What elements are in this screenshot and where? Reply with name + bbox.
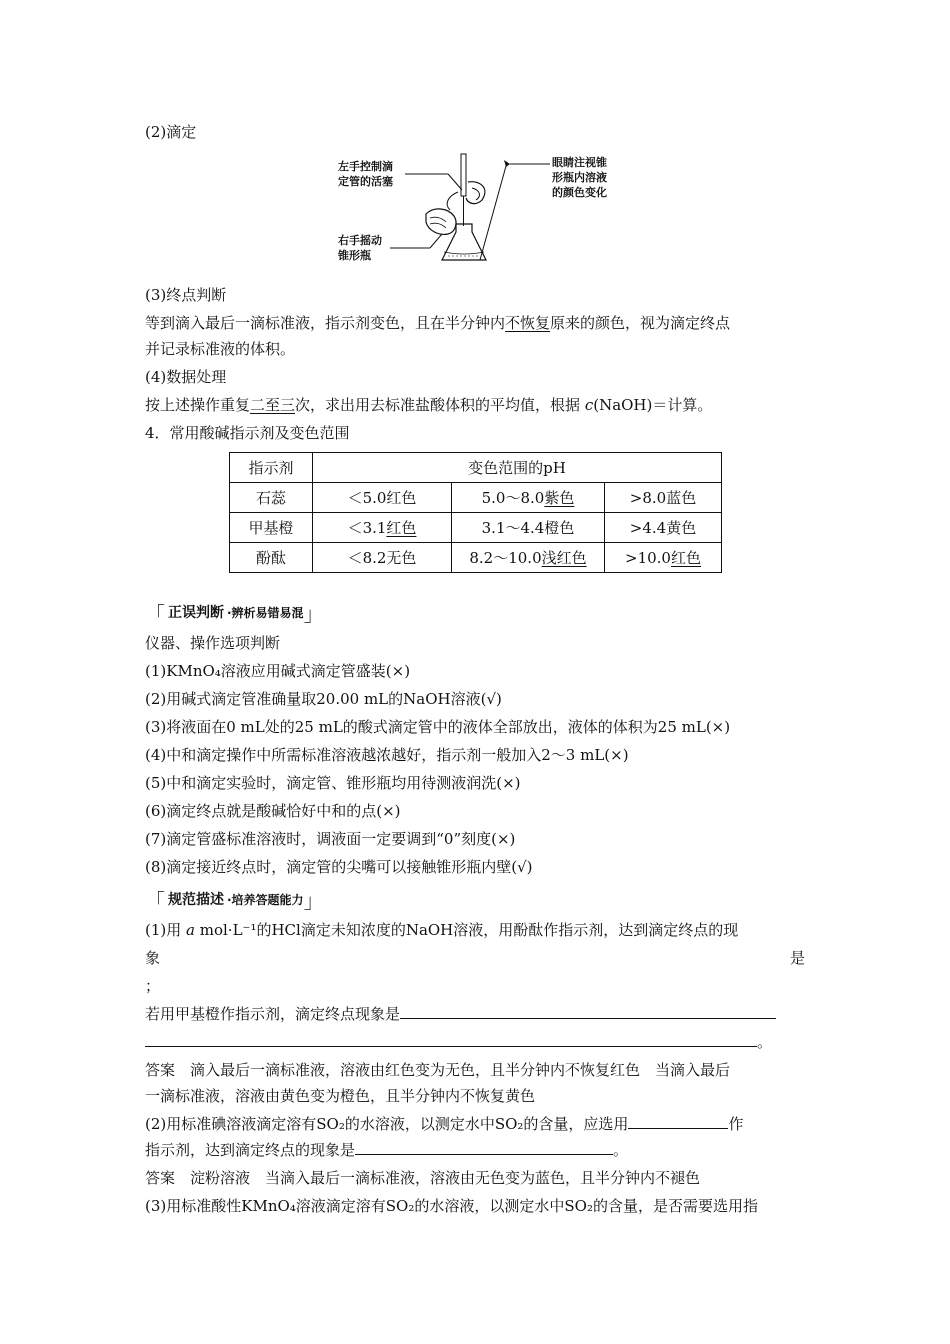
judgement-tag-main: 正误判断 (168, 605, 224, 621)
s3-underlined: 不恢复 (505, 314, 551, 332)
right-hand-label (337, 233, 382, 262)
judgement-item: (2)用碱式滴定管准确量取20.00 mL的NaOH溶液(√) (145, 690, 502, 708)
q2-answer: 答案 淀粉溶液 当滴入最后一滴标准液，溶液由无色变为蓝色，且半分钟内不褪色 (145, 1169, 701, 1187)
range-mid: 8.2～10.0浅红色 (452, 543, 605, 573)
eye-arrow-icon (504, 160, 510, 167)
indicator-section-title: 4．常用酸碱指示剂及变色范围 (145, 424, 350, 442)
q1-line1: (1)用 a mol·L⁻¹的HCl滴定未知浓度的NaOH溶液，用酚酞作指示剂，达到滴定终点的现 (145, 921, 739, 939)
table-header-row (230, 453, 722, 483)
judgement-item: (8)滴定接近终点时，滴定管的尖嘴可以接触锥形瓶内壁(√) (145, 858, 533, 876)
right-hand-label-line1: 右手摇动 (338, 234, 382, 247)
eye-label-line3: 的颜色变化 (552, 186, 607, 199)
section-3-line1 (145, 313, 730, 333)
q1-line4: 若用甲基橙作指示剂，滴定终点现象是 (145, 1004, 776, 1024)
range-low: ＜3.1红色 (313, 513, 452, 543)
judgement-item: (5)中和滴定实验时，滴定管、锥形瓶均用待测液润洗(×) (145, 774, 521, 792)
q1-line3: ； (145, 977, 161, 995)
s3-text-b: 原来的颜色，视为滴定终点 (550, 314, 731, 332)
description-tag: 「 规范描述 ·培养答题能力 」 (145, 888, 324, 913)
judgement-item: (1)KMnO₄溶液应用碱式滴定管盛装(×) (145, 662, 411, 680)
titration-figure (330, 152, 630, 272)
left-hand-label-line1: 左手控制滴 (338, 160, 393, 173)
q1-line2: 象 是 (145, 949, 805, 967)
section-3-line2: 并记录标准液的体积。 (145, 340, 296, 358)
s4-var-c: c (584, 396, 594, 414)
table-row (230, 513, 722, 543)
q1-var-a: a (186, 921, 195, 939)
q2-line1: (2)用标准碘溶液滴定溶有SO₂的水溶液，以测定水中SO₂的含量，应选用 作 (145, 1115, 744, 1133)
q1-answer-blank[interactable] (400, 1004, 776, 1019)
eye-label-line2: 形瓶内溶液 (552, 171, 607, 184)
q1-line5: 。 (145, 1032, 772, 1052)
right-hand-label-line2: 锥形瓶 (338, 249, 371, 262)
left-hand-label (338, 159, 393, 188)
indicator-name: 酚酞 (230, 543, 313, 573)
table-header-indicator: 指示剂 (230, 453, 313, 483)
eye-label (552, 155, 607, 199)
s4-text-a: 按上述操作重复 (145, 396, 251, 414)
q2-indicator-blank[interactable] (628, 1114, 728, 1129)
range-mid: 3.1～4.4橙色 (452, 513, 605, 543)
judgement-item: (7)滴定管盛标准溶液时，调液面一定要调到“0”刻度(×) (145, 830, 516, 848)
left-hand-icon (466, 182, 485, 204)
s3-text-a: 等到滴入最后一滴标准液，指示剂变色，且在半分钟内 (145, 314, 506, 332)
description-tag-main: 规范描述 (168, 892, 224, 908)
s4-text-d: (NaOH)＝计算。 (593, 396, 713, 414)
q2-line2: 指示剂，达到滴定终点的现象是 。 (145, 1141, 629, 1159)
section-4-line (145, 395, 712, 415)
range-low: ＜8.2无色 (313, 543, 452, 573)
judgement-intro: 仪器、操作选项判断 (145, 634, 281, 652)
s4-underlined: 二至三 (250, 396, 296, 414)
range-low: ＜5.0红色 (313, 483, 452, 513)
q3-line1: (3)用标准酸性KMnO₄溶液滴定溶有SO₂的水溶液，以测定水中SO₂的含量，是否需要选用指 (145, 1197, 758, 1215)
sight-line (480, 166, 506, 260)
q1-answer-line1: 答案 滴入最后一滴标准液，溶液由红色变为无色，且半分钟内不恢复红色 当滴入最后 (145, 1061, 731, 1079)
judgement-tag-sub: ·辨析易错易混 (227, 605, 304, 620)
indicator-name: 甲基橙 (230, 513, 313, 543)
q1-answer-blank-2[interactable] (145, 1032, 757, 1047)
conical-flask-icon (442, 224, 486, 260)
judgement-tag: 「 正误判断 ·辨析易错易混 」 (145, 601, 324, 626)
range-high: >4.4黄色 (605, 513, 722, 543)
table-row (230, 543, 722, 573)
range-high: >10.0红色 (605, 543, 722, 573)
table-row (230, 483, 722, 513)
left-hand-label-line2: 定管的活塞 (338, 175, 393, 188)
q1-answer-line2: 一滴标准液，溶液由黄色变为橙色，且半分钟内不恢复黄色 (145, 1087, 536, 1105)
right-hand-icon (426, 209, 456, 234)
section-4-title: (4)数据处理 (145, 368, 227, 386)
judgement-item: (6)滴定终点就是酸碱恰好中和的点(×) (145, 802, 401, 820)
eye-label-line1: 眼睛注视锥 (552, 156, 607, 169)
judgement-item: (4)中和滴定操作中所需标准溶液越浓越好，指示剂一般加入2～3 mL(×) (145, 746, 629, 764)
s4-text-b: 次，求出用去标准盐酸体积的平均值，根据 (295, 396, 585, 414)
indicator-table (229, 452, 722, 573)
range-high: >8.0蓝色 (605, 483, 722, 513)
range-mid: 5.0～8.0紫色 (452, 483, 605, 513)
section-3-title: (3)终点判断 (145, 286, 227, 304)
judgement-item: (3)将液面在0 mL处的25 mL的酸式滴定管中的液体全部放出，液体的体积为25 mL(×) (145, 718, 731, 736)
description-tag-sub: ·培养答题能力 (227, 892, 304, 907)
table-header-range: 变色范围的pH (313, 453, 722, 483)
indicator-name: 石蕊 (230, 483, 313, 513)
q2-phenomenon-blank[interactable] (355, 1140, 613, 1155)
section-2-title: (2)滴定 (145, 123, 197, 141)
